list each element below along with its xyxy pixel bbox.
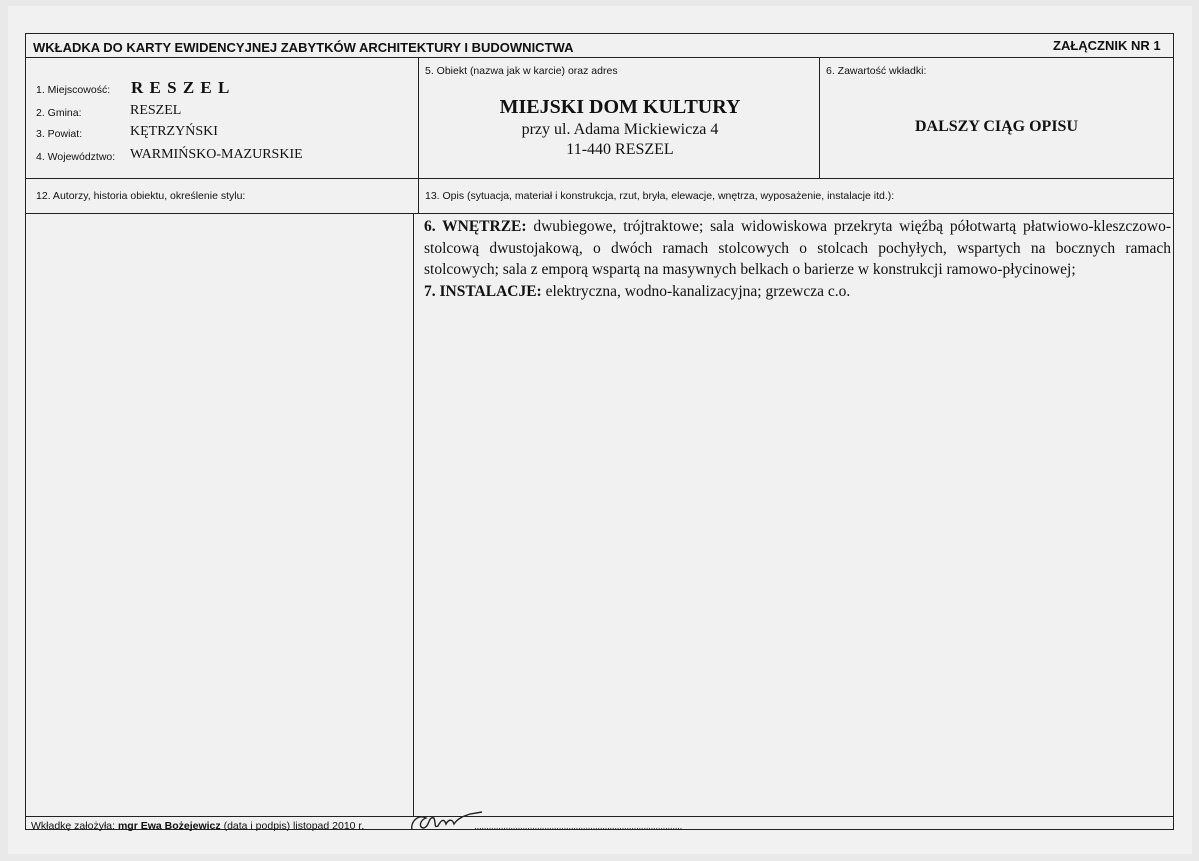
installations-heading: 7. INSTALACJE:: [424, 282, 542, 300]
object-street: przy ul. Adama Mickiewicza 4: [521, 121, 719, 138]
miejscowosc-value: R E S Z E L: [131, 78, 231, 97]
miejscowosc-label: 1. Miejscowość:: [36, 84, 111, 96]
attachment-number: ZAŁĄCZNIK NR 1: [1053, 38, 1161, 53]
top-section-divider: [26, 178, 1173, 179]
header-divider: [26, 57, 1173, 58]
footer-prefix: Wkładkę założyła:: [31, 820, 118, 832]
powiat-value: KĘTRZYŃSKI: [130, 124, 218, 139]
installations-paragraph: [424, 281, 1171, 303]
description-label: 13. Opis (sytuacja, materiał i konstrukcja, rzut, bryła, elewacje, wnętrza, wyposażenie, instalacje itd.):: [425, 190, 895, 202]
object-label: 5. Obiekt (nazwa jak w karcie) oraz adres: [425, 65, 618, 77]
contents-label: 6. Zawartość wkładki:: [826, 65, 927, 77]
contents-value: DALSZY CIĄG OPISU: [915, 118, 1078, 135]
column-divider-labels: [418, 178, 419, 213]
gmina-value: RESZEL: [130, 103, 182, 118]
installations-text: elektryczna, wodno-kanalizacyjna; grzewcza c.o.: [541, 282, 851, 300]
wojewodztwo-label: 4. Województwo:: [36, 151, 116, 163]
interior-text: dwubiegowe, trójtraktowe; sala widowiskowa przekryta więźbą półotwartą płatwiowo-kleszczowo-stolcową dwustojakową, o dwóch ramach stolcowych o stolcach pochyłych, wspartych na bocznych ramach stolcowych; sala z emporą wspartą na masywnych belkach o barierze w konstrukcji ramowo-płycinowej;: [424, 218, 1171, 278]
label-row-divider: [26, 213, 1173, 214]
interior-paragraph: [424, 216, 1171, 281]
interior-heading: 6. WNĘTRZE:: [424, 218, 527, 235]
footer-credit: [31, 820, 364, 832]
powiat-label: 3. Powiat:: [36, 128, 83, 140]
description-body: [424, 216, 1171, 302]
object-city: 11-440 RESZEL: [566, 141, 674, 158]
wojewodztwo-value: WARMIŃSKO-MAZURSKIE: [130, 147, 303, 162]
footer-divider: [26, 816, 1173, 817]
form-title: WKŁADKA DO KARTY EWIDENCYJNEJ ZABYTKÓW ARCHITEKTURY I BUDOWNICTWA: [33, 40, 574, 55]
footer-date: (data i podpis) listopad 2010 r.: [220, 820, 365, 832]
authors-label: 12. Autorzy, historia obiektu, określenie stylu:: [36, 190, 246, 202]
footer-author: mgr Ewa Bożejewicz: [117, 820, 221, 832]
gmina-label: 2. Gmina:: [36, 107, 82, 119]
object-name: MIEJSKI DOM KULTURY: [499, 96, 741, 118]
signature-dotted-line: ......................................................................................: [474, 820, 682, 832]
column-divider-body: [413, 213, 414, 816]
column-divider-top-1: [418, 57, 419, 178]
